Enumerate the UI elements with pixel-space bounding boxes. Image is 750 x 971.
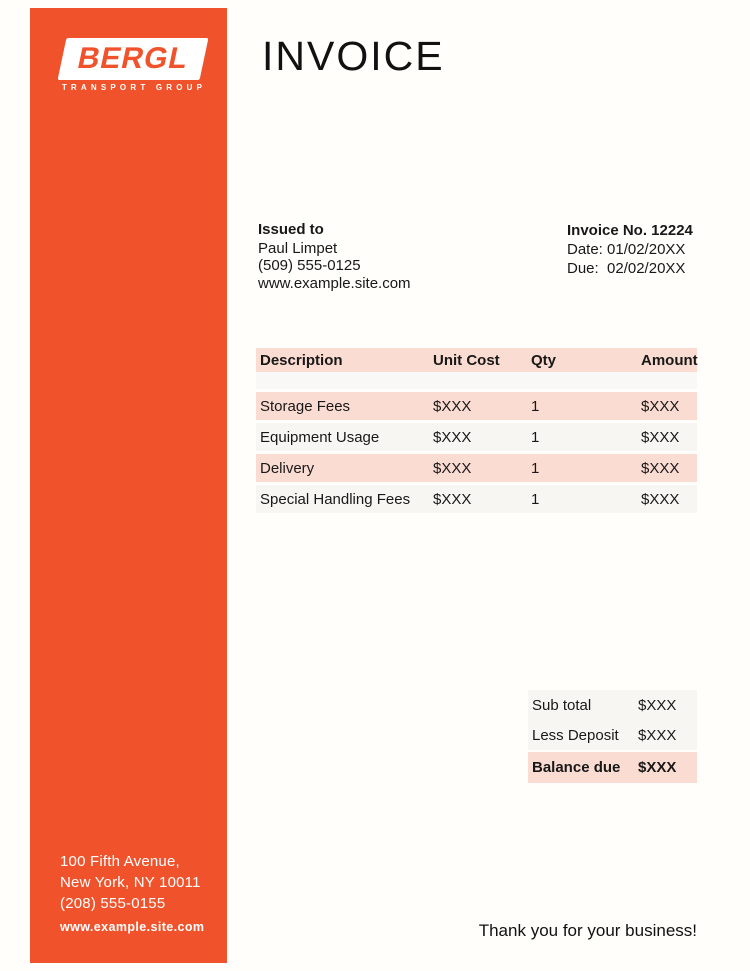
- logo-tagline: TRANSPORT GROUP: [61, 83, 207, 92]
- line-items-table: [256, 348, 697, 513]
- table-row: [256, 423, 697, 451]
- table-row: [256, 392, 697, 420]
- invoice-due-date: Due: 02/02/20XX: [567, 260, 686, 277]
- less-deposit-label: Less Deposit: [532, 726, 619, 744]
- logo-wordmark: BERGL: [74, 42, 192, 75]
- item-amount: $XXX: [641, 428, 680, 446]
- subtotal-label: Sub total: [532, 696, 592, 714]
- item-qty: 1: [531, 428, 540, 446]
- item-amount: $XXX: [641, 490, 680, 508]
- table-row: [256, 485, 697, 513]
- issued-to-label: Issued to: [258, 221, 324, 238]
- client-phone: (509) 555-0125: [258, 257, 361, 274]
- balance-due-value: $XXX: [638, 759, 677, 776]
- item-qty: 1: [531, 397, 540, 415]
- address-line: 100 Fifth Avenue,: [60, 853, 180, 870]
- table-header-row: [256, 348, 697, 372]
- thank-you-note: Thank you for your business!: [478, 921, 697, 940]
- balance-due-row: [528, 752, 697, 783]
- address-line: New York, NY 10011: [60, 874, 201, 891]
- table-row: [256, 454, 697, 482]
- item-description: Storage Fees: [260, 397, 351, 415]
- table-spacer-row: [256, 372, 697, 389]
- issued-to-block: [258, 221, 411, 292]
- item-amount: $XXX: [641, 459, 680, 477]
- page-title: INVOICE: [262, 33, 445, 79]
- item-description: Equipment Usage: [260, 428, 380, 446]
- sidebar: [30, 8, 227, 963]
- client-name: Paul Limpet: [258, 239, 338, 257]
- item-unit-cost: $XXX: [433, 397, 472, 415]
- less-deposit-row: [528, 720, 697, 750]
- address-line: (208) 555-0155: [60, 895, 166, 912]
- item-qty: 1: [531, 459, 540, 477]
- less-deposit-value: $XXX: [638, 726, 677, 744]
- item-qty: 1: [531, 490, 540, 508]
- item-description: Special Handling Fees: [260, 490, 411, 508]
- column-header-amount: Amount: [641, 351, 698, 369]
- column-header-qty: Qty: [531, 351, 557, 369]
- item-unit-cost: $XXX: [433, 490, 472, 508]
- totals-section: [528, 690, 697, 783]
- invoice-info-block: [567, 221, 693, 278]
- subtotal-row: [528, 690, 697, 720]
- item-amount: $XXX: [641, 397, 680, 415]
- item-unit-cost: $XXX: [433, 459, 472, 477]
- invoice-number: Invoice No. 12224: [567, 222, 693, 239]
- column-header-description: Description: [260, 351, 343, 369]
- column-header-unit-cost: Unit Cost: [433, 351, 500, 369]
- client-website: www.example.site.com: [258, 274, 411, 292]
- company-address: [60, 851, 201, 914]
- invoice-date: Date: 01/02/20XX: [567, 241, 686, 258]
- subtotal-value: $XXX: [638, 696, 677, 714]
- company-logo: [58, 38, 209, 80]
- company-website: www.example.site.com: [60, 920, 205, 934]
- item-description: Delivery: [260, 459, 315, 477]
- balance-due-label: Balance due: [532, 759, 621, 776]
- item-unit-cost: $XXX: [433, 428, 472, 446]
